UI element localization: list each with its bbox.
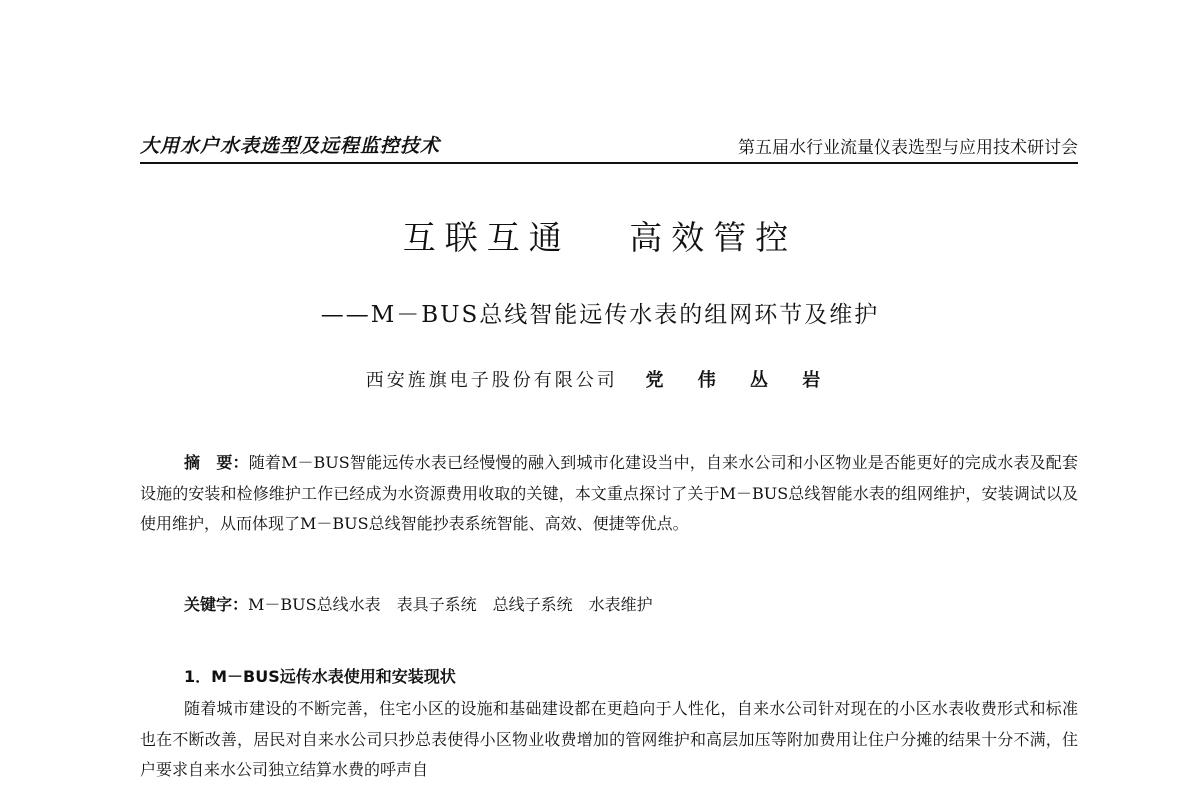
keywords-text: M－BUS总线水表 表具子系统 总线子系统 水表维护 bbox=[248, 595, 653, 614]
running-header-right: 第五届水行业流量仪表选型与应用技术研讨会 bbox=[738, 138, 1078, 158]
paper-title: 互联互通 高效管控 bbox=[402, 218, 798, 257]
section-body bbox=[140, 694, 1078, 786]
keywords bbox=[184, 592, 653, 615]
keywords-label: 关键字： bbox=[184, 595, 249, 614]
abstract-label: 摘 要： bbox=[184, 453, 249, 472]
author-names: 党 伟 丛 岩 bbox=[645, 370, 835, 391]
section-heading: 1．M－BUS远传水表使用和安装现状 bbox=[184, 667, 456, 686]
author-line bbox=[0, 366, 1200, 392]
running-header-left: 大用水户水表选型及远程监控技术 bbox=[140, 135, 441, 157]
abstract-paragraph bbox=[140, 448, 1078, 540]
abstract-text: 随着M－BUS智能远传水表已经慢慢的融入到城市化建设当中，自来水公司和小区物业是否能更好的完成水表及配套设施的安装和检修维护工作已经成为水资源费用收取的关键，本文重点探讨了关于M－BUS总线智能水表的组网维护，安装调试以及使用维护，从而体现了M－BUS总线智能抄表系统智能、高效、便捷等优点。 bbox=[140, 453, 1078, 533]
section-paragraph: 随着城市建设的不断完善，住宅小区的设施和基础建设都在更趋向于人性化，自来水公司针对现在的小区水表收费形式和标准也在不断改善，居民对自来水公司只抄总表使得小区物业收费增加的管网维护和高层加压等附加费用让住户分摊的结果十分不满，住户要求自来水公司独立结算水费的呼声自 bbox=[140, 699, 1078, 779]
paper-subtitle: ——M－BUS总线智能远传水表的组网环节及维护 bbox=[320, 302, 880, 328]
abstract bbox=[140, 448, 1078, 540]
running-header bbox=[140, 128, 1078, 164]
author-organization: 西安旌旗电子股份有限公司 bbox=[365, 370, 618, 391]
